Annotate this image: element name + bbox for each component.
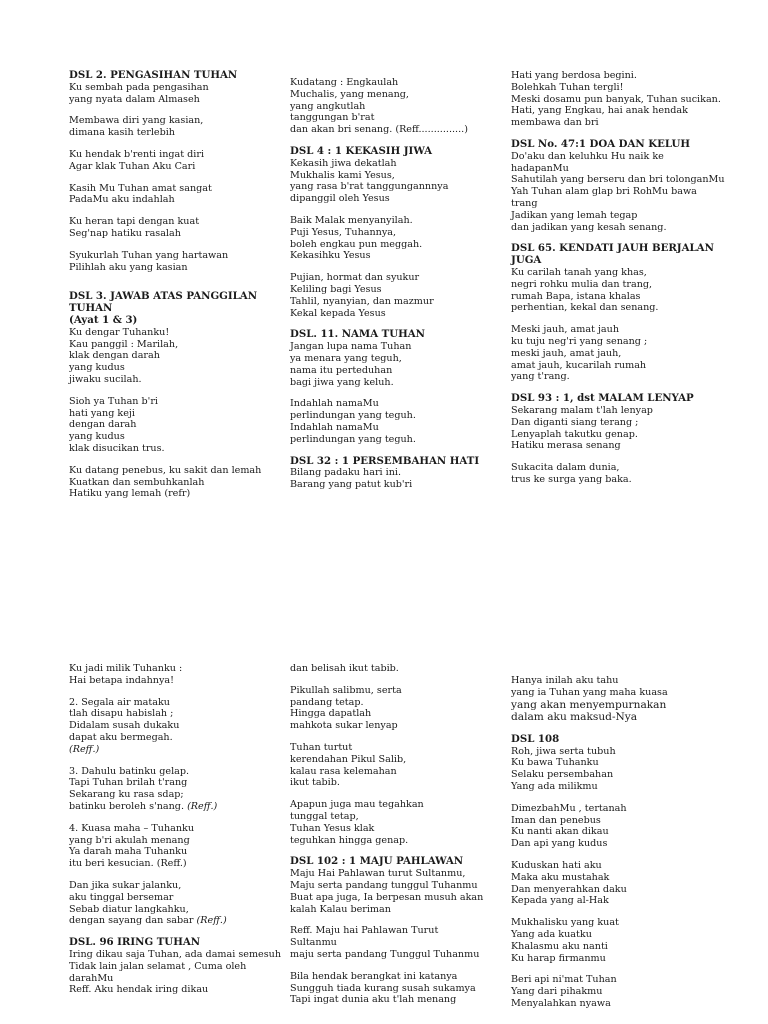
- stanza: [69, 663, 299, 687]
- line: Kuduskan hati aku: [511, 859, 602, 871]
- line: Ku heran tapi dengan kuat: [69, 216, 200, 228]
- line: Pilihlah aku yang kasian: [69, 261, 188, 273]
- stanza: [290, 77, 520, 136]
- stanza: [511, 151, 741, 234]
- line: tunggal tetap,: [290, 810, 359, 822]
- line: perlindungan yang teguh.: [290, 410, 416, 422]
- stanza: [290, 971, 520, 1006]
- line: Sukacita dalam dunia,: [511, 462, 620, 474]
- stanza: [69, 327, 299, 386]
- heading-dsl-3-cont: TUHAN: [69, 302, 113, 315]
- line: Yah Tuhan alam glap bri RohMu bawa: [511, 186, 697, 198]
- heading-dsl-11: DSL. 11. NAMA TUHAN: [290, 328, 425, 341]
- line: Beri api ni'mat Tuhan: [511, 974, 617, 986]
- line: maju serta pandang Tunggul Tuhanmu: [290, 948, 480, 960]
- line: Ku carilah tanah yang khas,: [511, 266, 647, 278]
- line: DimezbahMu , tertanah: [511, 802, 627, 814]
- stanza: [69, 149, 299, 173]
- stanza: [290, 685, 520, 732]
- column-top-1: [69, 70, 299, 510]
- heading-dsl-47: DSL No. 47:1 DOA DAN KELUH: [511, 137, 690, 150]
- stanza: [290, 663, 520, 675]
- stanza: [69, 183, 299, 207]
- reff-label: (Reff.): [187, 800, 218, 812]
- line: Reff. Maju hai Pahlawan Turut: [290, 925, 439, 937]
- line: tanggungan b'rat: [290, 112, 375, 124]
- line: amat jauh, kucarilah rumah: [511, 359, 647, 371]
- line: Yang ada kuatku: [511, 928, 592, 940]
- line: Kepada yang al-Hak: [511, 895, 609, 907]
- stanza: [290, 158, 520, 205]
- line: Dan jika sukar jalanku,: [69, 879, 182, 891]
- line: yang kudus: [69, 431, 125, 443]
- stanza: [69, 823, 299, 870]
- stanza: [511, 70, 741, 129]
- line: darahMu: [69, 972, 114, 984]
- line: Yang ada milikmu: [511, 780, 598, 792]
- stanza: [69, 250, 299, 274]
- line: Indahlah namaMu: [290, 398, 379, 410]
- line: Dan api yang kudus: [511, 838, 608, 850]
- stanza: [69, 115, 299, 139]
- line: perhentian, kekal dan senang.: [511, 302, 659, 314]
- line: mahkota sukar lenyap: [290, 720, 398, 732]
- line: Iman dan penebus: [511, 814, 601, 826]
- line: yang akan menyempurnakan: [511, 698, 667, 711]
- line: ya menara yang teguh,: [290, 352, 402, 364]
- line: Mukhalis kami Yesus,: [290, 169, 395, 181]
- stanza: [511, 267, 741, 314]
- line: yang nyata dalam Almaseh: [69, 93, 200, 105]
- line: Bila hendak berangkat ini katanya: [290, 970, 458, 982]
- line: [69, 801, 299, 813]
- line: 3. Dahulu batinku gelap.: [69, 765, 190, 777]
- heading-dsl-108: DSL 108: [511, 732, 560, 745]
- line: Maju serta pandang tunggul Tuhanmu: [290, 879, 478, 891]
- line: Khalasmu aku nanti: [511, 940, 608, 952]
- line: Agar klak Tuhan Aku Cari: [69, 160, 196, 172]
- heading-dsl-102: DSL 102 : 1 MAJU PAHLAWAN: [290, 855, 464, 868]
- line: nama itu perteduhan: [290, 364, 393, 376]
- line: dipanggil oleh Yesus: [290, 193, 390, 205]
- stanza: [290, 925, 520, 960]
- stanza: [511, 675, 741, 724]
- line: Tapi Tuhan brilah t'rang: [69, 777, 188, 789]
- line: Pujian, hormat dan syukur: [290, 272, 420, 284]
- reff-label: (Reff.): [196, 915, 227, 927]
- line: Kekasih jiwa dekatlah: [290, 157, 397, 169]
- stanza: [69, 216, 299, 240]
- line: 2. Segala air mataku: [69, 696, 170, 708]
- line: Sungguh tiada kurang susah sukamya: [290, 982, 476, 994]
- line: hati yang keji: [69, 407, 135, 419]
- line: Indahlah namaMu: [290, 421, 379, 433]
- line: 4. Kuasa maha – Tuhanku: [69, 822, 195, 834]
- line: Sekarang ku rasa sdap;: [69, 789, 184, 801]
- line: Ku hendak b'renti ingat diri: [69, 148, 205, 160]
- line: kalah Kalau beriman: [290, 903, 391, 915]
- line: rumah Bapa, istana khalas: [511, 290, 641, 302]
- column-top-3: [511, 70, 741, 496]
- line: Hati yang berdosa begini.: [511, 70, 637, 81]
- line: dimana kasih terlebih: [69, 127, 175, 139]
- line: klak dengan darah: [69, 350, 160, 362]
- stanza: [511, 462, 741, 486]
- line: ikut tabib.: [290, 777, 340, 789]
- stanza: [511, 917, 741, 964]
- line: teguhkan hingga genap.: [290, 834, 409, 846]
- line: Kekal kepada Yesus: [290, 307, 386, 319]
- stanza: [290, 341, 520, 388]
- line: yang ia Tuhan yang maha kuasa: [511, 686, 668, 698]
- line: Yang dari pihakmu: [511, 986, 603, 998]
- line: dapat aku bermegah.: [69, 731, 173, 743]
- line: Baik Malak menyanyilah.: [290, 214, 413, 226]
- line: Syukurlah Tuhan yang hartawan: [69, 249, 229, 261]
- stanza: [511, 803, 741, 850]
- line: trang: [511, 197, 538, 209]
- stanza: [69, 949, 299, 996]
- column-bottom-3: [511, 675, 741, 1020]
- heading-dsl-3-verses: (Ayat 1 & 3): [69, 313, 138, 326]
- line: Menyalahkan nyawa: [511, 997, 611, 1009]
- stanza: [69, 880, 299, 927]
- line: Meski jauh, amat jauh: [511, 324, 619, 336]
- line: Tahlil, nyanyian, dan mazmur: [290, 295, 434, 307]
- line: Hanya inilah aku tahu: [511, 675, 619, 686]
- heading-dsl-96: DSL. 96 IRING TUHAN: [69, 936, 201, 949]
- stanza: [290, 215, 520, 262]
- line: Ku nanti akan dikau: [511, 826, 609, 838]
- stanza: [69, 396, 299, 455]
- stanza: [69, 465, 299, 500]
- line: hadapanMu: [511, 162, 569, 174]
- line: Dan menyerahkan daku: [511, 883, 627, 895]
- line: tlah disapu habislah ;: [69, 708, 174, 720]
- line: Ku bawa Tuhanku: [511, 757, 599, 769]
- line: Hai betapa indahnya!: [69, 674, 174, 686]
- line: Kuatkan dan sembuhkanlah: [69, 476, 205, 488]
- line: yang b'ri akulah menang: [69, 834, 190, 846]
- stanza: [511, 405, 741, 452]
- line: Maju Hai Pahlawan turut Sultanmu,: [290, 868, 466, 880]
- heading-dsl-4: DSL 4 : 1 KEKASIH JIWA: [290, 144, 433, 157]
- heading-dsl-3: DSL 3. JAWAB ATAS PANGGILAN: [69, 290, 258, 303]
- line: Sahutilah yang berseru dan bri tolonganMu: [511, 174, 725, 186]
- line: Ya darah maha Tuhanku: [69, 846, 188, 858]
- line-text: batinku beroleh s'nang.: [69, 800, 184, 812]
- line: Do'aku dan keluhku Hu naik ke: [511, 150, 664, 162]
- reff-label: (Reff.): [69, 743, 100, 755]
- heading-dsl-2: DSL 2. PENGASIHAN TUHAN: [69, 69, 238, 81]
- stanza: [290, 467, 520, 491]
- line: Apapun juga mau tegahkan: [290, 799, 424, 811]
- line: dan jadikan yang kesah senang.: [511, 221, 667, 233]
- line: kerendahan Pikul Salib,: [290, 753, 407, 765]
- line: dan akan bri senang. (Reff...............): [290, 124, 468, 136]
- line: Sebab diatur langkahku,: [69, 903, 189, 915]
- line: klak disucikan trus.: [69, 442, 165, 454]
- heading-dsl-32: DSL 32 : 1 PERSEMBAHAN HATI: [290, 454, 480, 467]
- line: PadaMu aku indahlah: [69, 194, 175, 206]
- line: meski jauh, amat jauh,: [511, 347, 622, 359]
- line: Jangan lupa nama Tuhan: [290, 341, 412, 353]
- line: Meski dosamu pun banyak, Tuhan sucikan.: [511, 93, 721, 105]
- line: negri rohku mulia dan trang,: [511, 278, 653, 290]
- line: Kasih Mu Tuhan amat sangat: [69, 182, 212, 194]
- line: Jadikan yang lemah tegap: [511, 209, 638, 221]
- heading-dsl-93: DSL 93 : 1, dst MALAM LENYAP: [511, 392, 694, 405]
- line: Kekasihku Yesus: [290, 250, 371, 262]
- line: Hati, yang Engkau, hai anak hendak: [511, 105, 688, 117]
- line: [69, 915, 299, 927]
- stanza: [511, 324, 741, 383]
- line: Sultanmu: [290, 937, 337, 949]
- line: Barang yang patut kub'ri: [290, 479, 413, 491]
- line: Dan diganti siang terang ;: [511, 416, 639, 428]
- line: Buat apa juga, Ia berpesan musuh akan: [290, 891, 484, 903]
- line: dengan darah: [69, 419, 137, 431]
- line: dan belisah ikut tabib.: [290, 663, 399, 674]
- stanza: [290, 868, 520, 915]
- line: Didalam susah dukaku: [69, 720, 180, 732]
- stanza: [511, 860, 741, 907]
- line: yang rasa b'rat tanggungannnya: [290, 181, 449, 193]
- line: aku tinggal bersemar: [69, 891, 174, 903]
- column-bottom-1: [69, 663, 299, 1006]
- line: boleh engkau pun meggah.: [290, 238, 423, 250]
- line: dalam aku maksud-Nya: [511, 711, 638, 724]
- line: Kau panggil : Marilah,: [69, 338, 179, 350]
- line: Mukhalisku yang kuat: [511, 917, 619, 929]
- line: Membawa diri yang kasian,: [69, 115, 204, 127]
- line: itu beri kesucian. (Reff.): [69, 858, 187, 870]
- stanza: [290, 398, 520, 445]
- line: Ku harap firmanmu: [511, 952, 606, 964]
- line: Pikullah salibmu, serta: [290, 684, 402, 696]
- line: yang angkutlah: [290, 100, 366, 112]
- line: Maka aku mustahak: [511, 871, 610, 883]
- heading-dsl-65: DSL 65. KENDATI JAUH BERJALAN: [511, 242, 714, 255]
- line: Tuhan turtut: [290, 741, 353, 753]
- line: yang t'rang.: [511, 371, 570, 383]
- line: Bilang padaku hari ini.: [290, 467, 402, 479]
- line: Seg'nap hatiku rasalah: [69, 227, 181, 239]
- line: Sekarang malam t'lah lenyap: [511, 404, 653, 416]
- line: Puji Yesus, Tuhannya,: [290, 226, 397, 238]
- line: Lenyaplah takutku genap.: [511, 428, 638, 440]
- line: Kudatang : Engkaulah: [290, 77, 399, 88]
- line: Ku jadi milik Tuhanku :: [69, 663, 183, 674]
- line: Tuhan Yesus klak: [290, 822, 375, 834]
- line: trus ke surga yang baka.: [511, 473, 632, 485]
- line: perlindungan yang teguh.: [290, 433, 416, 445]
- line: Ku sembah pada pengasihan: [69, 81, 209, 93]
- line: Tapi ingat dunia aku t'lah menang: [290, 994, 457, 1006]
- line: Muchalis, yang menang,: [290, 88, 409, 100]
- line: Ku datang penebus, ku sakit dan lemah: [69, 464, 262, 476]
- line: Iring dikau saja Tuhan, ada damai semesuh: [69, 948, 282, 960]
- heading-dsl-65-cont: JUGA: [511, 254, 542, 267]
- stanza: [511, 974, 741, 1009]
- line: Hingga dapatlah: [290, 708, 372, 720]
- line: Selaku persembahan: [511, 769, 614, 781]
- line: yang kudus: [69, 362, 125, 374]
- stanza: [290, 272, 520, 319]
- line: Sioh ya Tuhan b'ri: [69, 395, 158, 407]
- line: Bolehkah Tuhan tergli!: [511, 81, 624, 93]
- line: Reff. Aku hendak iring dikau: [69, 984, 209, 996]
- line: Tidak lain jalan selamat , Cuma oleh: [69, 960, 247, 972]
- line: Ku dengar Tuhanku!: [69, 326, 170, 338]
- line: Hatiku merasa senang: [511, 440, 621, 452]
- stanza: [290, 799, 520, 846]
- line: jiwaku sucilah.: [69, 373, 142, 385]
- stanza: [511, 746, 741, 793]
- stanza: [69, 82, 299, 106]
- line: bagi jiwa yang keluh.: [290, 376, 394, 388]
- line: ku tuju neg'ri yang senang ;: [511, 335, 648, 347]
- column-top-2: [290, 77, 520, 501]
- line: membawa dan bri: [511, 117, 599, 129]
- stanza: [290, 742, 520, 789]
- column-bottom-2: [290, 663, 520, 1016]
- line: Keliling bagi Yesus: [290, 283, 382, 295]
- line: Roh, jiwa serta tubuh: [511, 745, 616, 757]
- line: kalau rasa kelemahan: [290, 765, 397, 777]
- line: pandang tetap.: [290, 696, 364, 708]
- stanza: [69, 697, 299, 756]
- line-text: dengan sayang dan sabar: [69, 915, 194, 927]
- line: Hatiku yang lemah (refr): [69, 488, 191, 500]
- stanza: [69, 766, 299, 813]
